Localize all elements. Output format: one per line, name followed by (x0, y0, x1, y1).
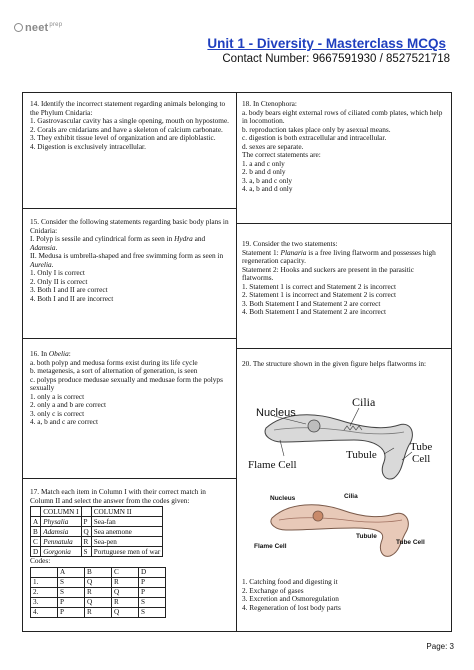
flame-cell-diagram-1 (248, 395, 432, 479)
q19-statement-1: Statement 1: Planaria is a free living flatworm and possesses high regeneration capacity. (242, 247, 436, 265)
logo-sup-text: prep (49, 22, 63, 28)
fig2-tube-cell-label: Tube Cell (396, 539, 425, 546)
q18-option[interactable]: 3. a, b and c only (242, 175, 293, 185)
question-14 (30, 100, 230, 151)
q20-stem: 20. The structure shown in the given figure helps flatworms in: (242, 359, 427, 368)
fig1-nucleus-label: Nucleus (256, 407, 296, 419)
table-row: B Adamsia Q Sea anemone (31, 527, 163, 537)
codes-label: Codes: (30, 556, 51, 565)
q14-option[interactable]: 4. Digestion is exclusively intracellular. (30, 141, 146, 151)
question-19 (242, 240, 446, 317)
fig2-cilia-label: Cilia (344, 493, 358, 500)
question-17 (30, 488, 230, 618)
page-title: Unit 1 - Diversity - Masterclass MCQs (207, 36, 446, 51)
q14-option[interactable]: 3. They exhibit tissue level of organization and are diploblastic. (30, 133, 216, 142)
code-option-row[interactable]: 1. S Q R P (31, 577, 166, 587)
page-number: Page: 3 (426, 642, 454, 651)
q19-option[interactable]: 3. Both Statement I and Statement 2 are correct (242, 298, 381, 308)
q15-stem: 15. Consider the following statements regarding basic body plans in Cnidaria: (30, 217, 229, 235)
q17-stem: 17. Match each item in Column I with their correct match in Column II and select the answer from the codes given: (30, 487, 206, 505)
q15-option[interactable]: 2. Only II is correct (30, 276, 88, 286)
q14-option[interactable]: 2. Corals are cnidarians and have a skeleton of calcium carbonate. (30, 124, 223, 134)
q16-option[interactable]: 4. a, b and c are correct (30, 417, 99, 426)
logo-mark-icon (14, 23, 23, 32)
question-18 (242, 100, 446, 194)
q16-statement-c: c. polyps produce medusae sexually and medusae form the polyps sexually (30, 374, 223, 392)
neetprep-logo (14, 22, 62, 34)
q15-option[interactable]: 3. Both I and II are correct (30, 285, 108, 294)
q20-option[interactable]: 4. Regeneration of lost body parts (242, 602, 341, 612)
code-option-row[interactable]: 3. P Q R S (31, 597, 166, 607)
match-table (30, 506, 163, 557)
row-divider (22, 338, 236, 339)
question-16 (30, 350, 230, 427)
col1-header: COLUMN I (41, 507, 81, 517)
q19-stem: 19. Consider the two statements: (242, 239, 338, 248)
fig1-cell-label: Cell (412, 453, 431, 465)
q18-statement: a. body bears eight external rows of ciliated comb plates, which help in locomotion. (242, 107, 443, 125)
code-option-row[interactable]: 2. S R Q P (31, 587, 166, 597)
codes-table: A B C D 1. S Q R P 2. S R Q P 3. P Q R S 4. P R Q S (30, 567, 166, 618)
q20-option[interactable]: 1. Catching food and digesting it (242, 577, 338, 586)
q18-statement: b. reproduction takes place only by asexual means. (242, 124, 391, 134)
fig2-flame-cell-label: Flame Cell (254, 543, 287, 550)
q18-option[interactable]: 2. b and d only (242, 167, 286, 176)
q16-statement-b: b. metagenesis, a sort of alternation of generation, is seen (30, 366, 198, 375)
q19-option[interactable]: 4. Both Statement I and Statement 2 are incorrect (242, 307, 387, 316)
fig2-tubule-label: Tubule (356, 533, 377, 540)
flame-cell-figure (244, 390, 444, 570)
table-row: C Pennatula R Sea-pen (31, 537, 163, 547)
question-20 (242, 360, 446, 369)
q19-option[interactable]: 1. Statement 1 is correct and Statement 2 is incorrect (242, 281, 396, 291)
q15-option[interactable]: 4. Both I and II are incorrect (30, 293, 114, 303)
q20-options (242, 578, 446, 612)
q18-option[interactable]: 1. a and c only (242, 158, 285, 168)
q18-stem: 18. In Ctenophora: (242, 99, 297, 108)
q20-option[interactable]: 2. Exchange of gases (242, 585, 304, 595)
q15-statement-2: II. Medusa is umbrella-shaped and free swimming form as seen in Aurelia. (30, 251, 224, 269)
q19-option[interactable]: 2. Statement 1 is incorrect and Statement 2 is correct (242, 290, 396, 299)
fig2-nucleus-label: Nucleus (270, 495, 296, 502)
contact-number: Contact Number: 9667591930 / 8527521718 (222, 53, 450, 65)
q16-statement-a: a. both polyp and medusa forms exist during its life cycle (30, 357, 198, 367)
table-row: A Physalia P Sea-fan (31, 517, 163, 527)
q16-option[interactable]: 3. only c is correct (30, 408, 85, 418)
q20-option[interactable]: 3. Excretion and Osmoregulation (242, 594, 339, 603)
q18-statement: c. digestion is both extracellular and intracellular. (242, 133, 387, 142)
q15-option[interactable]: 1. Only I is correct (30, 268, 85, 277)
column-divider (236, 92, 237, 632)
row-divider (237, 223, 452, 224)
flame-cell-diagram-2 (254, 493, 425, 556)
fig1-tube-label: Tube (410, 441, 433, 453)
col2-header: COLUMN II (91, 507, 162, 517)
fig1-flame-cell-label: Flame Cell (248, 459, 297, 471)
row-divider (237, 348, 452, 349)
logo-text: neet (25, 22, 49, 34)
table-row: D Gorgonia S Portuguese men of war (31, 547, 163, 557)
row-divider (22, 478, 236, 479)
q14-option[interactable]: 1. Gastrovascular cavity has a single opening, mouth on hypostome. (30, 116, 230, 125)
fig1-tubule-label: Tubule (346, 449, 377, 461)
q16-option[interactable]: 1. only a is correct (30, 391, 85, 401)
q16-stem: 16. In Obelia: (30, 349, 71, 358)
q18-statement: d. sexes are separate. (242, 141, 304, 151)
q15-statement-1: I. Polyp is sessile and cylindrical form as seen in Hydra and Adamsia. (30, 234, 206, 252)
row-divider (22, 208, 236, 209)
question-15 (30, 218, 230, 303)
q14-stem: 14. Identify the incorrect statement regarding animals belonging to the Phylum Cnidaria: (30, 99, 226, 117)
q18-option[interactable]: 4. a, b and d only (242, 184, 293, 193)
q18-prompt: The correct statements are: (242, 150, 321, 159)
fig1-cilia-label: Cilia (352, 395, 376, 409)
q16-option[interactable]: 2. only a and b are correct (30, 400, 106, 409)
code-option-row[interactable]: 4. P R Q S (31, 607, 166, 617)
q19-statement-2: Statement 2: Hooks and suckers are present in the parasitic flatworms. (242, 264, 415, 282)
